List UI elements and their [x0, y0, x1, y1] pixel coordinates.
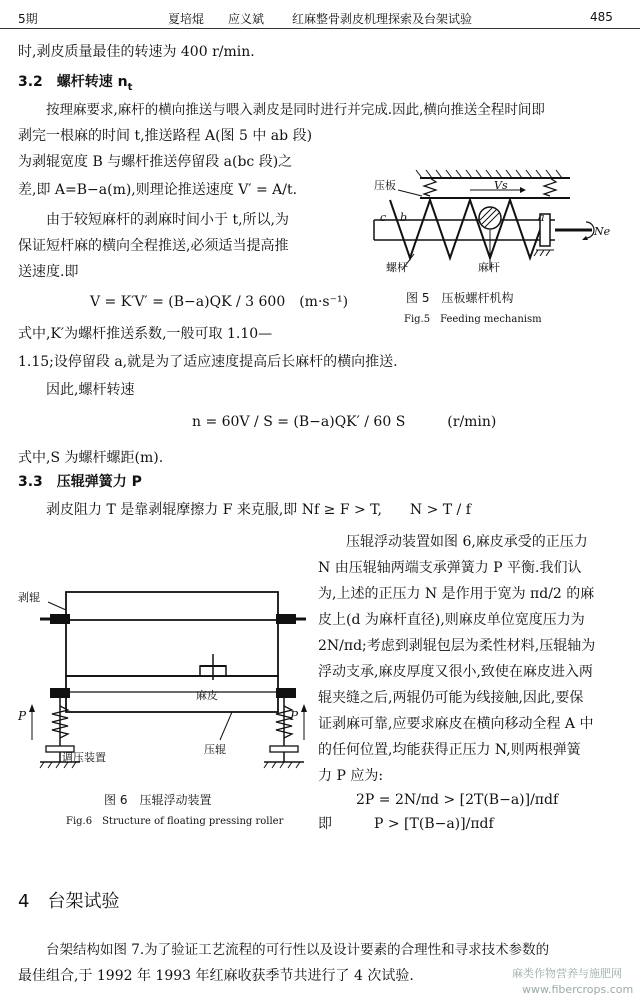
watermark-cn: 麻类作物营养与施肥网: [512, 967, 622, 980]
fig5-label-c: c: [380, 211, 387, 224]
page-number: 485: [590, 10, 613, 24]
equation-2p: 2P = 2N/πd > [2T(B−a)]/πdf: [356, 792, 559, 808]
fig6-label-p-right: P: [290, 709, 299, 723]
fig5-label-screw: 螺杆: [386, 261, 408, 274]
paragraph-line: 保证短杆麻的横向全程推送,必须适当提高推: [18, 238, 289, 254]
paragraph-line: N 由压辊轴两端支承弹簧力 P 平衡.我们认: [318, 560, 582, 576]
equation-prefix: 即: [318, 816, 332, 832]
fig6-caption-en: Fig.6 Structure of floating pressing roller: [66, 816, 284, 827]
paragraph-line: 辊夹缝之后,两辊仍可能为线接触,因此,要保: [318, 690, 584, 706]
fig5-label-a: a: [538, 211, 545, 224]
section-heading-3-3: 3.3 压辊弹簧力 P: [18, 474, 142, 490]
fig6-caption-cn: 图 6 压辊浮动装置: [104, 793, 212, 807]
paragraph-line: 剥皮阻力 T 是靠剥辊摩擦力 F 来克服,即 Nf ≥ F > T, N > T / f: [46, 502, 471, 518]
paragraph-line: 1.15;设停留段 a,就是为了适应速度提高后长麻杆的横向推送.: [18, 354, 398, 370]
paragraph-line: 按理麻要求,麻杆的横向推送与喂入剥皮是同时进行并完成.因此,横向推送全程时间即: [46, 102, 545, 118]
fig6-label-pressroller: 压辊: [204, 743, 226, 756]
watermark-url: www.fibercrops.com: [522, 983, 634, 996]
paragraph-line: 为,上述的正压力 N 是作用于宽为 πd/2 的麻: [318, 586, 595, 602]
equation-vs: V = K′V′ = (B−a)QK / 3 600 (m·s⁻¹): [90, 294, 349, 310]
section-heading-3-2: 3.2 螺杆转速 $n_t$: [18, 74, 133, 93]
fig5-caption-cn: 图 5 压板螺杆机构: [406, 291, 514, 305]
paragraph-line: 证剥麻可靠,应要求麻皮在横向移动全程 A 中: [318, 716, 594, 732]
paragraph-line: 的任何位置,均能获得正压力 N,则两根弹簧: [318, 742, 581, 758]
fig5-label-pressplate: 压板: [374, 179, 396, 192]
issue-number: 5期: [18, 12, 38, 26]
paragraph-line: 由于较短麻杆的剥麻时间小于 t,所以,为: [46, 212, 289, 228]
paragraph-line: 压辊浮动装置如图 6,麻皮承受的正压力: [346, 534, 588, 550]
fig6-label-adjust: 调压装置: [62, 751, 106, 764]
paragraph-line: 式中,K′为螺杆推送系数,一般可取 1.10—: [18, 326, 273, 342]
running-header: [0, 8, 640, 29]
text-line: 时,剥皮质量最佳的转速为 400 r/min.: [18, 44, 255, 60]
paragraph-line: 式中,S 为螺杆螺距(m).: [18, 450, 164, 466]
fig5-label-b: b: [400, 211, 408, 224]
fig6-label-skin: 麻皮: [196, 689, 218, 702]
fig5-label-ne: Ne: [594, 225, 611, 238]
fig5-label-stalk: 麻杆: [478, 261, 500, 274]
fig5-caption-en: Fig.5 Feeding mechanism: [404, 314, 542, 325]
paragraph-line: 因此,螺杆转速: [46, 382, 135, 398]
equation-nt: n = 60V / S = (B−a)QK′ / 60 S (r/min): [192, 414, 497, 430]
paragraph-line: 为剥辊宽度 B 与螺杆推送停留段 a(bc 段)之: [18, 154, 293, 170]
fig5-label-vs: Vs: [494, 179, 508, 192]
paragraph-line: 最佳组合,于 1992 年 1993 年红麻收获季节共进行了 4 次试验.: [18, 968, 414, 984]
section-heading-4: 4 台架试验: [18, 891, 120, 912]
fig6-label-roller: 剥辊: [18, 591, 40, 604]
paragraph-line: 剥完一根麻的时间 t,推送路程 A(图 5 中 ab 段): [18, 128, 313, 144]
paragraph-line: 浮动支承,麻皮厚度又很小,致使在麻皮进入两: [318, 664, 593, 680]
paragraph-line: 力 P 应为:: [318, 768, 384, 784]
header-authors: 夏培焜 应义斌: [168, 12, 265, 26]
paragraph-line: 2N/πd;考虑到剥辊包层为柔性材料,压辊轴为: [318, 638, 596, 654]
paragraph-line: 皮上(d 为麻杆直径),则麻皮单位宽度压力为: [318, 612, 585, 628]
paragraph-line: 差,即 A=B−a(m),则理论推送速度 V′ = A/t.: [18, 182, 298, 198]
header-title: 红麻整骨剥皮机理探索及台架试验: [292, 12, 473, 26]
paragraph-line: 台架结构如图 7.为了验证工艺流程的可行性以及设计要素的合理性和寻求技术参数的: [46, 942, 550, 958]
fig6-label-p-left: P: [18, 709, 27, 723]
paragraph-line: 送速度.即: [18, 264, 79, 280]
equation-p: P > [T(B−a)]/πdf: [374, 816, 494, 832]
